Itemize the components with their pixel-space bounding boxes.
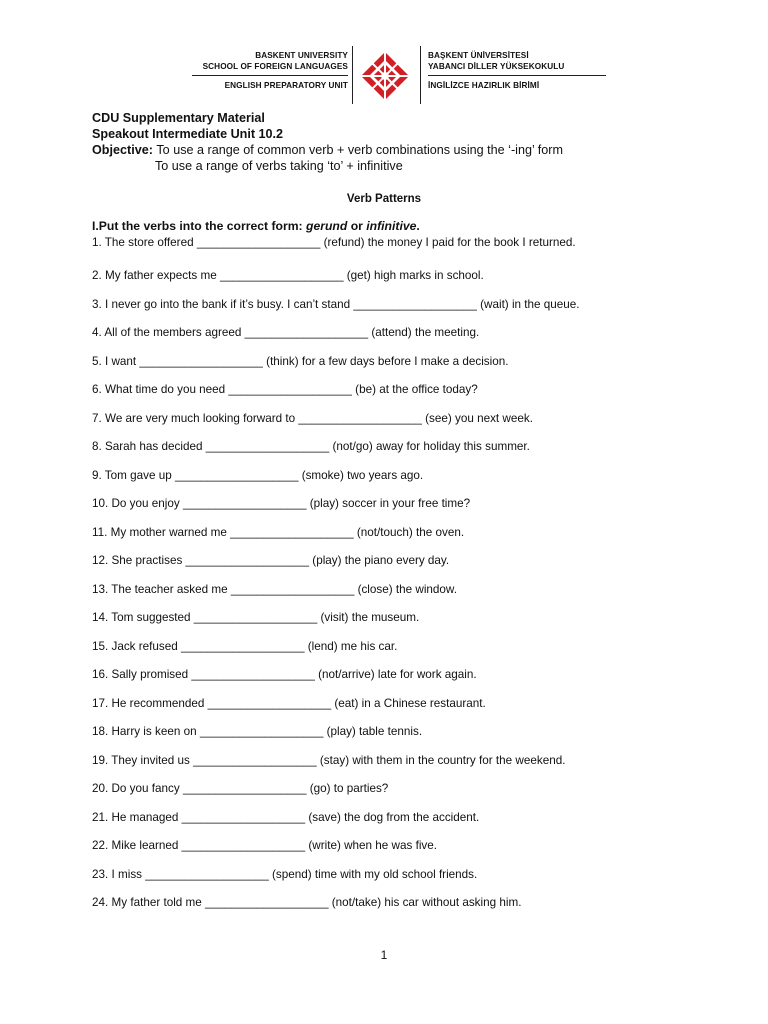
instruction-prefix: I.Put the verbs into the correct form: bbox=[92, 219, 306, 233]
exercise-item-4: 4. All of the members agreed ___________________ (attend) the meeting. bbox=[92, 326, 480, 339]
exercise-item-12: 12. She practises ___________________ (play) the piano every day. bbox=[92, 554, 450, 567]
exercise-item-9: 9. Tom gave up ___________________ (smoke) two years ago. bbox=[92, 469, 424, 482]
exercise-item-17: 17. He recommended ___________________ (eat) in a Chinese restaurant. bbox=[92, 697, 486, 710]
title-block bbox=[92, 110, 563, 174]
exercise-item-19: 19. They invited us ___________________ (stay) with them in the country for the weekend. bbox=[92, 754, 566, 767]
university-logo-icon bbox=[352, 46, 418, 106]
header-university-en: BASKENT UNIVERSITY bbox=[255, 51, 348, 60]
exercise-item-11: 11. My mother warned me ___________________ (not/touch) the oven. bbox=[92, 526, 465, 539]
header-school-en: SCHOOL OF FOREIGN LANGUAGES bbox=[202, 62, 348, 71]
exercise-item-5: 5. I want ___________________ (think) for a few days before I make a decision. bbox=[92, 355, 509, 368]
section-title: Verb Patterns bbox=[346, 193, 422, 205]
exercise-item-23: 23. I miss ___________________ (spend) time with my old school friends. bbox=[92, 868, 478, 881]
exercise-item-21: 21. He managed ___________________ (save) the dog from the accident. bbox=[92, 811, 480, 824]
objective-text-2: To use a range of verbs taking ‘to’ + infinitive bbox=[155, 159, 403, 173]
instruction-suffix: . bbox=[416, 219, 420, 233]
exercise-item-13: 13. The teacher asked me ___________________ (close) the window. bbox=[92, 583, 457, 596]
university-header bbox=[200, 46, 592, 106]
exercise-item-2: 2. My father expects me ___________________ (get) high marks in school. bbox=[92, 269, 484, 282]
exercise-item-20: 20. Do you fancy ___________________ (go) to parties? bbox=[92, 782, 389, 795]
header-unit-en: ENGLISH PREPARATORY UNIT bbox=[224, 81, 348, 90]
exercise-item-22: 22. Mike learned ___________________ (write) when he was five. bbox=[92, 839, 438, 852]
exercise-item-6: 6. What time do you need ___________________ (be) at the office today? bbox=[92, 383, 478, 396]
exercise-item-16: 16. Sally promised ___________________ (not/arrive) late for work again. bbox=[92, 668, 477, 681]
exercise-item-18: 18. Harry is keen on ___________________ (play) table tennis. bbox=[92, 725, 423, 738]
header-school-tr: YABANCI DİLLER YÜKSEKOKULU bbox=[428, 62, 565, 71]
page-number: 1 bbox=[380, 948, 388, 962]
exercise-item-14: 14. Tom suggested ___________________ (visit) the museum. bbox=[92, 611, 420, 624]
exercise-item-15: 15. Jack refused ___________________ (lend) me his car. bbox=[92, 640, 398, 653]
exercise-item-8: 8. Sarah has decided ___________________ (not/go) away for holiday this summer. bbox=[92, 440, 530, 453]
objective-text-1: To use a range of common verb + verb combinations using the ‘-ing’ form bbox=[156, 143, 563, 157]
objective-line-1 bbox=[92, 142, 563, 158]
instruction-or: or bbox=[347, 219, 367, 233]
header-university-tr: BAŞKENT ÜNİVERSİTESİ bbox=[428, 51, 529, 60]
exercise-instruction bbox=[92, 219, 420, 233]
header-left-english bbox=[200, 50, 348, 91]
material-title: CDU Supplementary Material bbox=[92, 111, 265, 125]
exercise-item-7: 7. We are very much looking forward to ___________________ (see) you next week. bbox=[92, 412, 533, 425]
header-unit-tr: İNGİLİZCE HAZIRLIK BİRİMİ bbox=[428, 81, 540, 90]
instruction-gerund: gerund bbox=[306, 219, 348, 233]
header-right-turkish bbox=[428, 50, 598, 91]
exercise-item-1: 1. The store offered ___________________ (refund) the money I paid for the book I returned. bbox=[92, 236, 576, 249]
exercise-item-24: 24. My father told me ___________________ (not/take) his car without asking him. bbox=[92, 896, 522, 909]
unit-title: Speakout Intermediate Unit 10.2 bbox=[92, 127, 284, 141]
exercise-item-3: 3. I never go into the bank if it’s busy. I can’t stand ___________________ (wait) in the queue. bbox=[92, 298, 580, 311]
instruction-infinitive: infinitive bbox=[366, 219, 417, 233]
objective-label: Objective: bbox=[92, 143, 153, 157]
exercise-item-10: 10. Do you enjoy ___________________ (play) soccer in your free time? bbox=[92, 497, 471, 510]
